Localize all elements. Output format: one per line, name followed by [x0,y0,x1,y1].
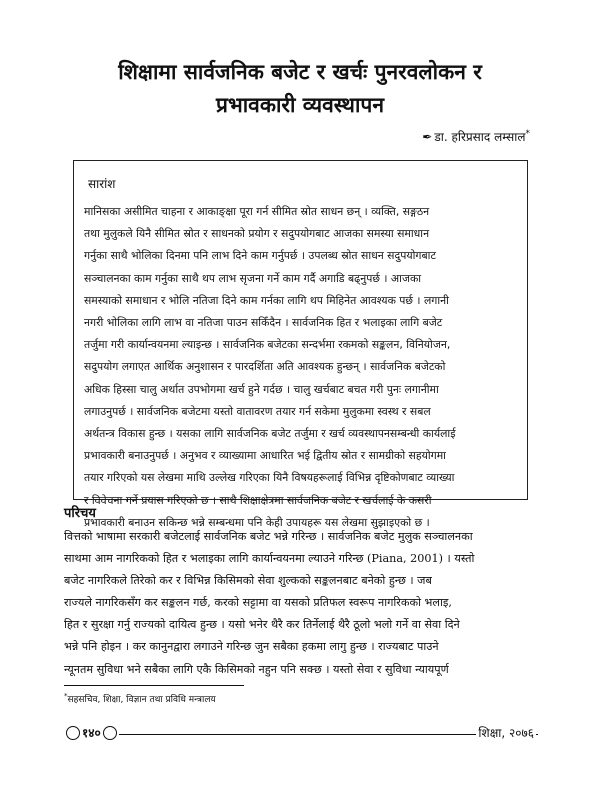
title-line-2: प्रभावकारी व्यवस्थापन [216,93,384,117]
abstract-line: प्रभावकारी बनाउनुपर्छ । अनुभव र व्याख्यामा आधारित भई द्वितीय स्रोत र सामग्रीको सहयोगमा [84,449,446,463]
pen-nib-icon: ✒ [422,130,433,144]
abstract-line: अधिक हिस्सा चालु अर्थात उपभोगमा खर्च हुने गर्दछ । चालु खर्चबाट बचत गरी पुनः लगानीमा [84,382,439,396]
abstract-line: तर्जुमा गरी कार्यान्वयनमा ल्याइन्छ । सार्वजनिक बजेटका सन्दर्भमा रकमको सङ्कलन, विनियोजन, [84,338,451,352]
abstract-line: तथा मुलुकले यिनै सीमित स्रोत र साधनको प्रयोग र सदुपयोगबाट आजका समस्या समाधान [84,227,430,241]
body-line: बजेट नागरिकले तिरेको कर र विभिन्न किसिमको सेवा शुल्कको सङ्कलनबाट बनेको हुन्छ । जब [64,574,432,588]
journal-label: शिक्षा, २०७६ [478,726,534,740]
abstract-line: र विवेचना गर्ने प्रयास गरिएको छ । साथै शिक्षाक्षेत्रमा सार्वजनिक बजेट र खर्चलाई के कसरी [84,493,432,507]
title-line-1: शिक्षामा सार्वजनिक बजेट र खर्चः पुनरवलोकन र [118,60,482,84]
author-name: डा. हरिप्रसाद लम्साल [434,130,526,144]
body-line: हित र सुरक्षा गर्नु राज्यको दायित्व हुन्छ । यसो भनेर थैरै कर तिर्नेलाई थैरै ठूलो भलो गर्ने वा सेवा दिने [64,618,460,632]
page-number [64,724,119,741]
abstract-line: तयार गरिएको यस लेखमा माथि उल्लेख गरिएका यिनै विषयहरूलाई विभिन्न दृष्टिकोणबाट व्याख्या [84,471,455,485]
body-line: न्यूनतम सुविधा भने सबैका लागि एकै किसिमको नहुन पनि सक्छ । यस्तो सेवा र सुविधा न्यायपूर्ण [64,662,449,676]
abstract-line: मानिसका असीमित चाहना र आकाङ्क्षा पूरा गर्न सीमित स्रोत साधन छन् । व्यक्ति, सङ्गठन [84,205,430,218]
abstract-heading: सारांश [88,177,116,191]
page-ornament-right-icon [103,726,117,740]
article-title [50,56,550,122]
abstract-line: प्रभावकारी बनाउन सकिन्छ भन्ने सम्बन्धमा पनि केही उपायहरू यस लेखमा सुझाइएको छ । [84,515,430,529]
section-body [64,526,538,681]
page-number-text: १४० [82,726,101,740]
abstract-line: गर्नुका साथै भोलिका दिनमा पनि लाभ दिने काम गर्नुपर्छ । उपलब्ध स्रोत साधन सदुपयोगबाट [84,249,436,263]
footnote-mark: * [64,692,68,700]
author-byline [422,128,530,145]
section-heading: परिचय [64,506,96,521]
footnote [64,692,216,705]
abstract-line: अर्थतन्त्र विकास हुन्छ । यसका लागि सार्वजनिक बजेट तर्जुमा र खर्च व्यवस्थापनसम्बन्धी कार्यलाई [84,427,456,441]
abstract-line: लगाउनुपर्छ । सार्वजनिक बजेटमा यस्तो वातावरण तयार गर्न सकेमा मुलुकमा स्वस्थ र सबल [84,404,431,418]
author-footnote-mark: * [525,129,530,139]
abstract-line: नगरी भोलिका लागि लाभ वा नतिजा पाउन सकिँदैन । सार्वजनिक हित र भलाइका लागि बजेट [84,316,443,330]
page-ornament-left-icon [66,726,80,740]
footnote-text: सहसचिव, शिक्षा, विज्ञान तथा प्रविधि मन्त्रालय [67,695,216,705]
abstract-line: समस्याको समाधान र भोलि नतिजा दिने काम गर्नका लागि थप मिहिनेत आवश्यक पर्छ । लगानी [84,293,449,307]
body-line: वित्तको भाषामा सरकारी बजेटलाई सार्वजनिक बजेट भन्ने गरिन्छ । सार्वजनिक बजेट मुलुक सञ्चालनका [64,530,473,543]
abstract-line: सञ्चालनका काम गर्नुका साथै थप लाभ सृजना गर्ने काम गर्दै अगाडि बढ्नुपर्छ । आजका [84,271,422,285]
footnote-divider [64,685,244,686]
body-line: भन्ने पनि होइन । कर कानुनद्वारा लगाउने गरिन्छ जुन सबैका हकमा लागु हुन्छ । राज्यबाट पाउने [64,640,439,654]
body-line: साथमा आम नागरिकको हित र भलाइका लागि कार्यान्वयनमा ल्याउने गरिन्छ (Piana, 2001) । यस्तो [64,552,475,566]
footer-divider [64,734,538,735]
abstract-line: सदुपयोग लगाएत आर्थिक अनुशासन र पारदर्शिता अति आवश्यक हुन्छन् । सार्वजनिक बजेटको [84,360,446,374]
abstract-body [84,201,517,534]
body-line: राज्यले नागरिकसँग कर सङ्कलन गर्छ, करको सट्टामा वा यसको प्रतिफल स्वरूप नागरिकको भलाइ, [64,596,452,610]
